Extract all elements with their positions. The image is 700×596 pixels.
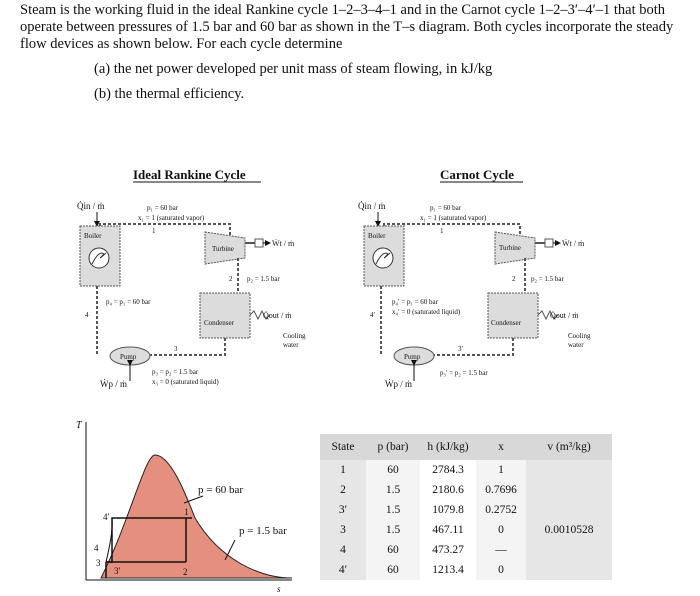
carnot-state2-p: p₂ = 1.5 bar [531, 275, 564, 283]
carnot-qin-label: Q̇in / ṁ [358, 201, 386, 211]
cell: 60 [366, 460, 420, 480]
col-enthalpy: h (kJ/kg) [420, 434, 476, 460]
carnot-wp-label: Ẇp / ṁ [385, 379, 412, 389]
pt-2: 2 [183, 567, 188, 577]
part-a: (a) the net power developed per unit mass of steam flowing, in kJ/kg [94, 61, 493, 77]
carnot-wt-label: Ẇt / ṁ [562, 239, 585, 248]
carnot-state2-num: 2 [512, 275, 516, 283]
rankine-state1-p: p₁ = 60 bar [147, 204, 179, 212]
rankine-cooling-2: water [283, 341, 299, 349]
carnot-qout-label: Q̇out / ṁ [550, 311, 579, 320]
carnot-boiler-coil [373, 248, 393, 268]
pt-3: 3 [96, 558, 101, 568]
cell: 2784.3 [420, 460, 476, 480]
cell: 1213.4 [420, 560, 476, 580]
rankine-state4-p: p₄ = p₁ = 60 bar [106, 298, 151, 306]
carnot-schematic [358, 167, 591, 389]
cell [526, 540, 612, 560]
cell: 4′ [320, 560, 366, 580]
table-row [320, 560, 612, 580]
cell: 2180.6 [420, 480, 476, 500]
carnot-state4-x: x₄′ = 0 (saturated liquid) [392, 308, 461, 316]
rankine-condenser-label: Condenser [204, 319, 234, 327]
carnot-state1-x: x₁ = 1 (saturated vapor) [420, 214, 487, 222]
p-low-label: p = 1.5 bar [239, 525, 287, 537]
table-row [320, 480, 612, 500]
rankine-state3-num: 3 [174, 345, 178, 353]
carnot-turbine-label: Turbine [499, 244, 521, 252]
ts-diagram [76, 420, 292, 594]
cell [526, 480, 612, 500]
col-volume: v (m³/kg) [526, 434, 612, 460]
rankine-title: Ideal Rankine Cycle [133, 167, 246, 182]
col-pressure: p (bar) [366, 434, 420, 460]
cell: 1079.8 [420, 500, 476, 520]
pt-4p: 4′ [103, 512, 110, 522]
t-axis-label: T [76, 420, 82, 431]
rankine-qin-label: Q̇in / ṁ [77, 201, 105, 211]
carnot-state4-num: 4′ [370, 311, 376, 319]
carnot-state4-p: p₄′ = p₁ = 60 bar [392, 298, 438, 306]
cell: 1 [320, 460, 366, 480]
carnot-condenser [488, 293, 538, 338]
cell [526, 560, 612, 580]
problem-intro: Steam is the working fluid in the ideal Rankine cycle 1–2–3–4–1 and in the Carnot cycle 1–2–3′–4′–1 that both operate between pressures of 1.5 bar and 60 bar as shown in the T–s diagram. Both cycles incorporate the steady flow devices as shown below. For each cycle determine [20, 2, 674, 52]
pt-4: 4 [94, 543, 99, 553]
rankine-qout-label: Q̇out / ṁ [263, 311, 292, 320]
cell: 1.5 [366, 520, 420, 540]
table-row [320, 520, 612, 540]
rankine-cooling-1: Cooling [283, 332, 306, 340]
col-quality: x [476, 434, 526, 460]
cell: 0.7696 [476, 480, 526, 500]
cell: 0 [476, 520, 526, 540]
rankine-schematic [77, 167, 306, 389]
state-table [320, 434, 612, 580]
cell: 0.2752 [476, 500, 526, 520]
rankine-state3-p: p₃ = p₂ = 1.5 bar [152, 368, 199, 376]
pt-3p: 3′ [114, 566, 121, 576]
rankine-wt-label: Ẇt / ṁ [272, 239, 295, 248]
rankine-condenser [200, 293, 250, 338]
carnot-title: Carnot Cycle [440, 167, 515, 182]
rankine-turbine-label: Turbine [212, 245, 234, 253]
cell: 1 [476, 460, 526, 480]
cell [526, 460, 612, 480]
rankine-boiler-coil [89, 248, 109, 268]
rankine-state2-num: 2 [229, 275, 233, 283]
rankine-state4-num: 4 [85, 311, 89, 319]
carnot-cooling-1: Cooling [568, 332, 591, 340]
pt-1: 1 [184, 507, 189, 517]
carnot-state3-num: 3′ [458, 345, 464, 353]
cell: 3′ [320, 500, 366, 520]
carnot-boiler-label: Boiler [368, 232, 386, 240]
carnot-state3-p: p₃′ = p₂ = 1.5 bar [440, 369, 488, 377]
table-header-row [320, 434, 612, 460]
cell: 0 [476, 560, 526, 580]
part-b: (b) the thermal efficiency. [94, 86, 245, 102]
cell: 467.11 [420, 520, 476, 540]
carnot-state1-num: 1 [440, 227, 444, 235]
table-row [320, 460, 612, 480]
cell: — [476, 540, 526, 560]
cell: 1.5 [366, 500, 420, 520]
table-row [320, 540, 612, 560]
rankine-wp-label: Ẇp / ṁ [100, 379, 127, 389]
cell: 0.0010528 [526, 520, 612, 540]
cell: 4 [320, 540, 366, 560]
rankine-boiler-label: Boiler [84, 232, 102, 240]
cell: 60 [366, 540, 420, 560]
carnot-pump-label: Pump [404, 353, 421, 361]
rankine-pump-label: Pump [120, 353, 137, 361]
saturation-dome [101, 455, 292, 578]
cell [526, 500, 612, 520]
rankine-state1-num: 1 [152, 227, 156, 235]
cell: 1.5 [366, 480, 420, 500]
p-high-label: p = 60 bar [198, 484, 243, 496]
cell: 3 [320, 520, 366, 540]
rankine-state1-x: x₁ = 1 (saturated vapor) [138, 214, 205, 222]
carnot-condenser-label: Condenser [491, 319, 521, 327]
cell: 2 [320, 480, 366, 500]
col-state: State [320, 434, 366, 460]
carnot-state1-p: p₁ = 60 bar [430, 204, 462, 212]
table-row [320, 500, 612, 520]
rankine-state2-p: p₂ = 1.5 bar [247, 275, 280, 283]
s-axis-label: s [277, 584, 281, 594]
rankine-state3-x: x₃ = 0 (saturated liquid) [152, 378, 219, 386]
cell: 60 [366, 560, 420, 580]
carnot-cooling-2: water [568, 341, 584, 349]
cell: 473.27 [420, 540, 476, 560]
